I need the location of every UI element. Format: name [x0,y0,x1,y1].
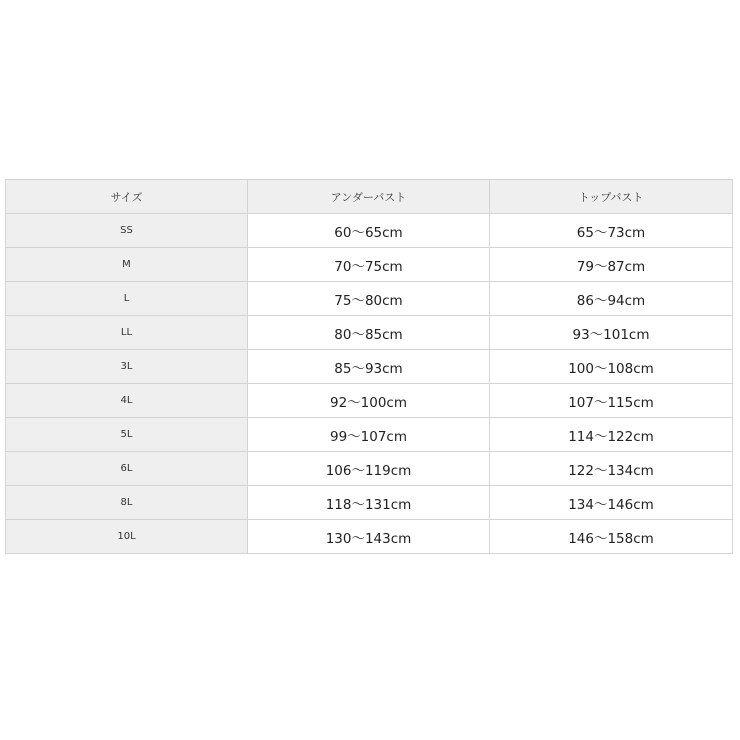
size-cell: 10L [6,520,248,554]
size-cell: 5L [6,418,248,452]
top-bust-cell: 107～115cm [490,384,733,418]
size-cell: M [6,248,248,282]
under-bust-cell: 106～119cm [248,452,490,486]
size-cell: 3L [6,350,248,384]
size-cell: 8L [6,486,248,520]
table-row [6,520,733,554]
top-bust-cell: 65～73cm [490,214,733,248]
top-bust-cell: 100～108cm [490,350,733,384]
header-under-bust: アンダーバスト [248,180,490,214]
under-bust-cell: 80～85cm [248,316,490,350]
under-bust-cell: 60～65cm [248,214,490,248]
table-row [6,316,733,350]
header-top-bust: トップバスト [490,180,733,214]
header-row [6,180,733,214]
size-chart-header [6,180,733,214]
header-size: サイズ [6,180,248,214]
table-row [6,282,733,316]
table-row [6,486,733,520]
size-cell: 4L [6,384,248,418]
size-cell: 6L [6,452,248,486]
top-bust-cell: 146～158cm [490,520,733,554]
table-row [6,350,733,384]
under-bust-cell: 99～107cm [248,418,490,452]
under-bust-cell: 70～75cm [248,248,490,282]
table-row [6,384,733,418]
under-bust-cell: 92～100cm [248,384,490,418]
size-chart-table [5,179,733,554]
size-chart-body [6,214,733,554]
top-bust-cell: 122～134cm [490,452,733,486]
top-bust-cell: 93～101cm [490,316,733,350]
under-bust-cell: 85～93cm [248,350,490,384]
under-bust-cell: 75～80cm [248,282,490,316]
size-cell: SS [6,214,248,248]
under-bust-cell: 118～131cm [248,486,490,520]
size-cell: LL [6,316,248,350]
table-row [6,418,733,452]
size-cell: L [6,282,248,316]
top-bust-cell: 79～87cm [490,248,733,282]
under-bust-cell: 130～143cm [248,520,490,554]
table-row [6,452,733,486]
top-bust-cell: 134～146cm [490,486,733,520]
top-bust-cell: 114～122cm [490,418,733,452]
table-row [6,214,733,248]
top-bust-cell: 86～94cm [490,282,733,316]
table-row [6,248,733,282]
